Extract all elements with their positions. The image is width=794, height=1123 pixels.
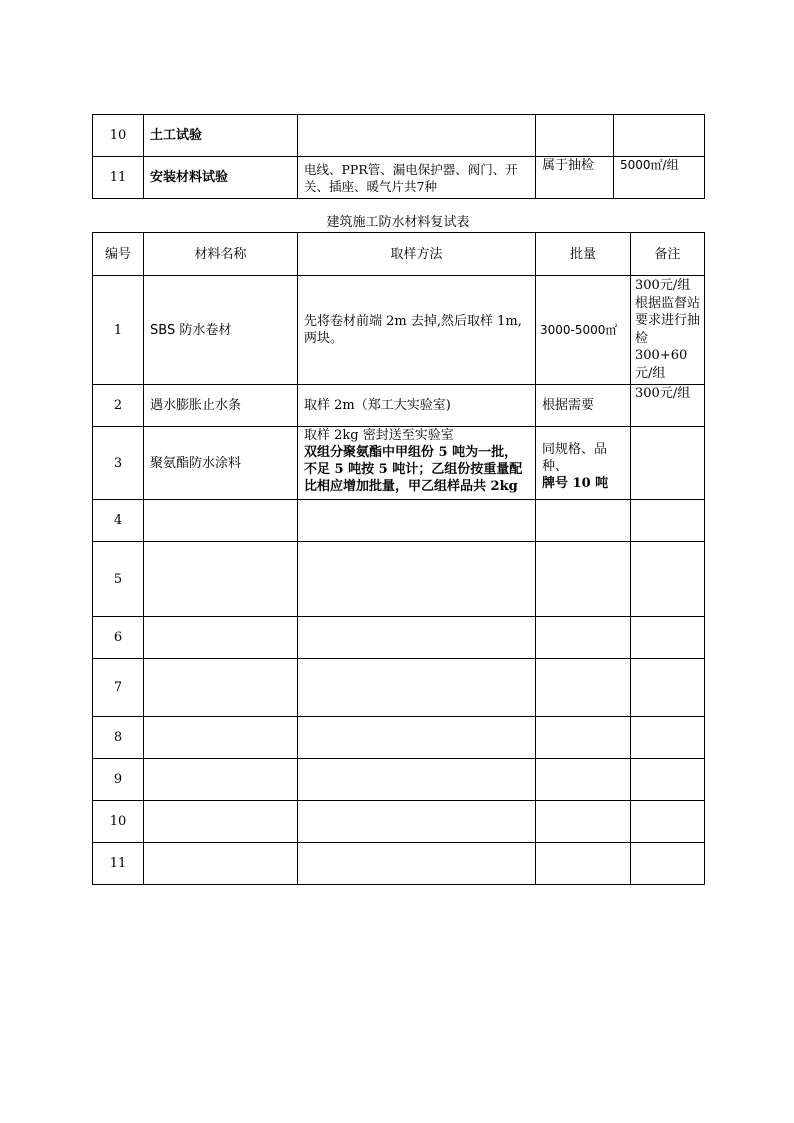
- batch-size: 根据需要: [536, 385, 631, 427]
- sampling-method: 先将卷材前端 2m 去掉,然后取样 1m,两块。: [298, 276, 536, 385]
- material-name: 土工试验: [144, 115, 298, 157]
- row-number: 7: [93, 659, 144, 717]
- header-number: 编号: [93, 233, 144, 276]
- header-material-name: 材料名称: [144, 233, 298, 276]
- row-number: 1: [93, 276, 144, 385]
- remark: 5000㎡/组: [614, 157, 705, 199]
- sampling-method: 取样 2m（郑工大实验室): [298, 385, 536, 427]
- remark: 300元/组: [631, 385, 705, 427]
- table-row: [93, 115, 705, 157]
- row-number: 11: [93, 843, 144, 885]
- row-number: 5: [93, 542, 144, 617]
- row-number: 4: [93, 500, 144, 542]
- table-row: [93, 542, 705, 617]
- row-number: 8: [93, 717, 144, 759]
- batch-line: 牌号 10 吨: [542, 476, 609, 491]
- batch-size: [536, 427, 631, 500]
- table-row: [93, 801, 705, 843]
- remark: [631, 427, 705, 500]
- material-name: SBS 防水卷材: [144, 276, 298, 385]
- row-number: 6: [93, 617, 144, 659]
- row-number: 11: [93, 157, 144, 199]
- table-row: [93, 843, 705, 885]
- table-row: [93, 427, 705, 500]
- sampling-method: 电线、PPR管、漏电保护器、阀门、开关、插座、暖气片共7种: [298, 157, 536, 199]
- remark: 300元/组 根据监督站要求进行抽检 300+60元/组: [631, 276, 705, 385]
- row-number: 10: [93, 115, 144, 157]
- table-row: [93, 157, 705, 199]
- table-row: [93, 617, 705, 659]
- table-row: [93, 500, 705, 542]
- sampling-method: [298, 427, 536, 500]
- batch-line: 同规格、品种、: [542, 442, 608, 474]
- material-name: 遇水膨胀止水条: [144, 385, 298, 427]
- table-row: [93, 385, 705, 427]
- table-header-row: [93, 233, 705, 276]
- row-number: 2: [93, 385, 144, 427]
- table-row: [93, 759, 705, 801]
- sampling-method-detail: 双组分聚氨酯中甲组份 5 吨为一批，不足 5 吨按 5 吨计；乙组份按重量配比相应增加批量，甲乙组样品共 2kg: [304, 445, 523, 494]
- batch-size: 3000-5000㎡: [536, 276, 631, 385]
- sampling-method: [298, 115, 536, 157]
- table-caption: 建筑施工防水材料复试表: [326, 215, 470, 230]
- batch-size: 属于抽检: [536, 157, 614, 199]
- batch-size: [536, 115, 614, 157]
- remark: [614, 115, 705, 157]
- header-batch: 批量: [536, 233, 631, 276]
- material-name: 安装材料试验: [144, 157, 298, 199]
- material-name: 聚氨酯防水涂料: [144, 427, 298, 500]
- table-row: [93, 717, 705, 759]
- row-number: 3: [93, 427, 144, 500]
- table-row: [93, 276, 705, 385]
- row-number: 9: [93, 759, 144, 801]
- header-remark: 备注: [631, 233, 705, 276]
- row-number: 10: [93, 801, 144, 843]
- sampling-method-line: 取样 2kg 密封送至实验室: [304, 428, 454, 443]
- top-table: [92, 114, 705, 199]
- table-row: [93, 659, 705, 717]
- header-sampling-method: 取样方法: [298, 233, 536, 276]
- waterproof-material-retest-table: [92, 232, 705, 885]
